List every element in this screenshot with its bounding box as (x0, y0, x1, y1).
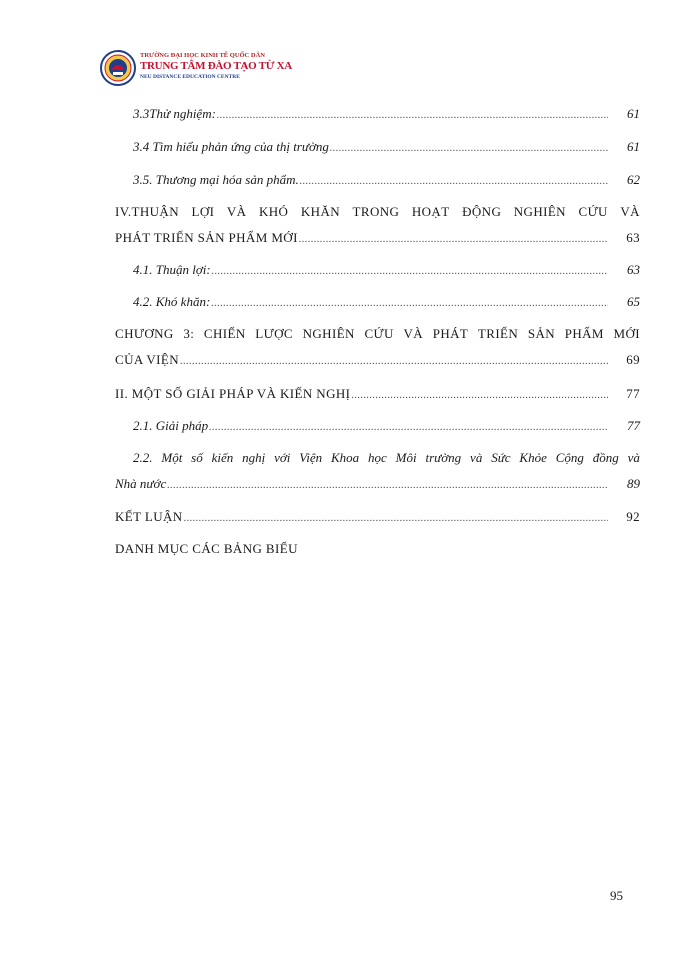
dot-leader (300, 174, 608, 190)
document-header (100, 48, 300, 88)
word: HOẠT (411, 204, 450, 219)
word: PHẨM (564, 326, 604, 341)
dot-leader (209, 420, 608, 436)
toc-entry-line-1 (115, 204, 640, 220)
toc-entry-text: CỦA VIỆN (115, 352, 179, 367)
dot-leader (167, 478, 608, 494)
word: SẢN (527, 326, 556, 341)
word: VÀ (226, 204, 247, 219)
word: VÀ (620, 204, 640, 219)
header-university-name: TRƯỜNG ĐẠI HỌC KINH TẾ QUỐC DÂN (140, 52, 265, 59)
toc-page-number: 77 (626, 386, 640, 401)
toc-page-number: 62 (627, 172, 640, 187)
toc-entry-text: DANH MỤC CÁC BẢNG BIỂU (115, 541, 298, 556)
toc-entry-3-3 (133, 106, 640, 124)
toc-entry-section-ii (115, 386, 640, 404)
toc-entry-text: 3.4 Tìm hiểu phản ứng của thị trường (133, 139, 329, 154)
dot-leader (180, 354, 608, 370)
toc-entry-3-5 (133, 172, 640, 190)
dot-leader (351, 388, 608, 404)
toc-page-number: 65 (627, 294, 640, 309)
word: Cộng (555, 450, 584, 465)
word: và (470, 450, 483, 465)
word: Viện (299, 450, 323, 465)
toc-entry-2-2 (115, 450, 640, 494)
word: Một (161, 450, 183, 465)
toc-entry-text: 3.3Thử nghiệm: (133, 106, 216, 121)
word: PHÁT (432, 326, 469, 341)
header-centre-english: NEU DISTANCE EDUCATION CENTRE (140, 74, 240, 80)
dot-leader (217, 108, 608, 124)
word: CHIẾN (203, 326, 246, 341)
word: KHĂN (300, 204, 341, 219)
word: trường (425, 450, 462, 465)
toc-entry-text: Nhà nước (115, 476, 167, 491)
word: 2.2. (133, 450, 153, 465)
word: kiến (211, 450, 234, 465)
word: LƯỢC (255, 326, 293, 341)
toc-entry-list-of-tables (115, 541, 298, 557)
toc-entry-text: 4.1. Thuận lợi: (133, 262, 211, 277)
dot-leader (299, 232, 608, 248)
toc-entry-chapter-3 (115, 326, 640, 370)
word: số (191, 450, 203, 465)
word: KHÓ (258, 204, 289, 219)
dot-leader (212, 264, 608, 280)
toc-page-number: 77 (627, 418, 640, 433)
word: VÀ (403, 326, 424, 341)
word: LỢI (191, 204, 215, 219)
word: Môi (395, 450, 417, 465)
toc-page-number: 63 (627, 262, 640, 277)
word: và (627, 450, 640, 465)
dot-leader (330, 141, 608, 157)
toc-entry-conclusion (115, 509, 640, 527)
header-centre-name: TRUNG TÂM ĐÀO TẠO TỪ XA (140, 60, 292, 72)
toc-entry-line-1 (115, 326, 640, 342)
toc-page-number: 92 (626, 509, 640, 524)
word: học (368, 450, 387, 465)
word: NGHIÊN (302, 326, 355, 341)
word: đồng (592, 450, 619, 465)
word: CỨU (578, 204, 608, 219)
toc-entry-2-1 (133, 418, 640, 436)
toc-entry-text: 2.1. Giải pháp (133, 418, 209, 433)
toc-page-number: 61 (627, 106, 640, 121)
word: CỨU (364, 326, 394, 341)
toc-entry-text: KẾT LUẬN (115, 509, 183, 524)
word: CHƯƠNG (115, 326, 174, 341)
toc-page-number: 61 (627, 139, 640, 154)
toc-entry-text: 4.2. Khó khăn: (133, 294, 211, 309)
word: MỚI (613, 326, 640, 341)
toc-entry-text: 3.5. Thương mại hóa sản phẩm. (133, 172, 299, 187)
word: TRONG (352, 204, 400, 219)
word: Khỏe (519, 450, 547, 465)
word: NGHIÊN (513, 204, 566, 219)
toc-entry-line-1 (115, 450, 640, 466)
word: Sức (491, 450, 511, 465)
page-number: 95 (610, 888, 623, 903)
toc-entry-4-2 (133, 294, 640, 312)
toc-entry-section-iv (115, 204, 640, 248)
toc-entry-text: PHÁT TRIỂN SẢN PHẨM MỚI (115, 230, 298, 245)
dot-leader (184, 511, 608, 527)
word: 3: (183, 326, 195, 341)
dot-leader (211, 296, 608, 312)
toc-page-number: 69 (626, 352, 640, 367)
toc-page-number: 63 (626, 230, 640, 245)
toc-entry-3-4 (133, 139, 640, 157)
toc-page-number: 89 (627, 476, 640, 491)
word: với (274, 450, 291, 465)
word: ĐỘNG (462, 204, 502, 219)
word: IV.THUẬN (115, 204, 179, 219)
toc-entry-text: II. MỘT SỐ GIẢI PHÁP VÀ KIẾN NGHỊ (115, 386, 351, 401)
word: Khoa (331, 450, 360, 465)
toc-entry-4-1 (133, 262, 640, 280)
word: TRIỂN (477, 326, 519, 341)
university-logo-icon (100, 50, 136, 86)
word: nghị (242, 450, 266, 465)
